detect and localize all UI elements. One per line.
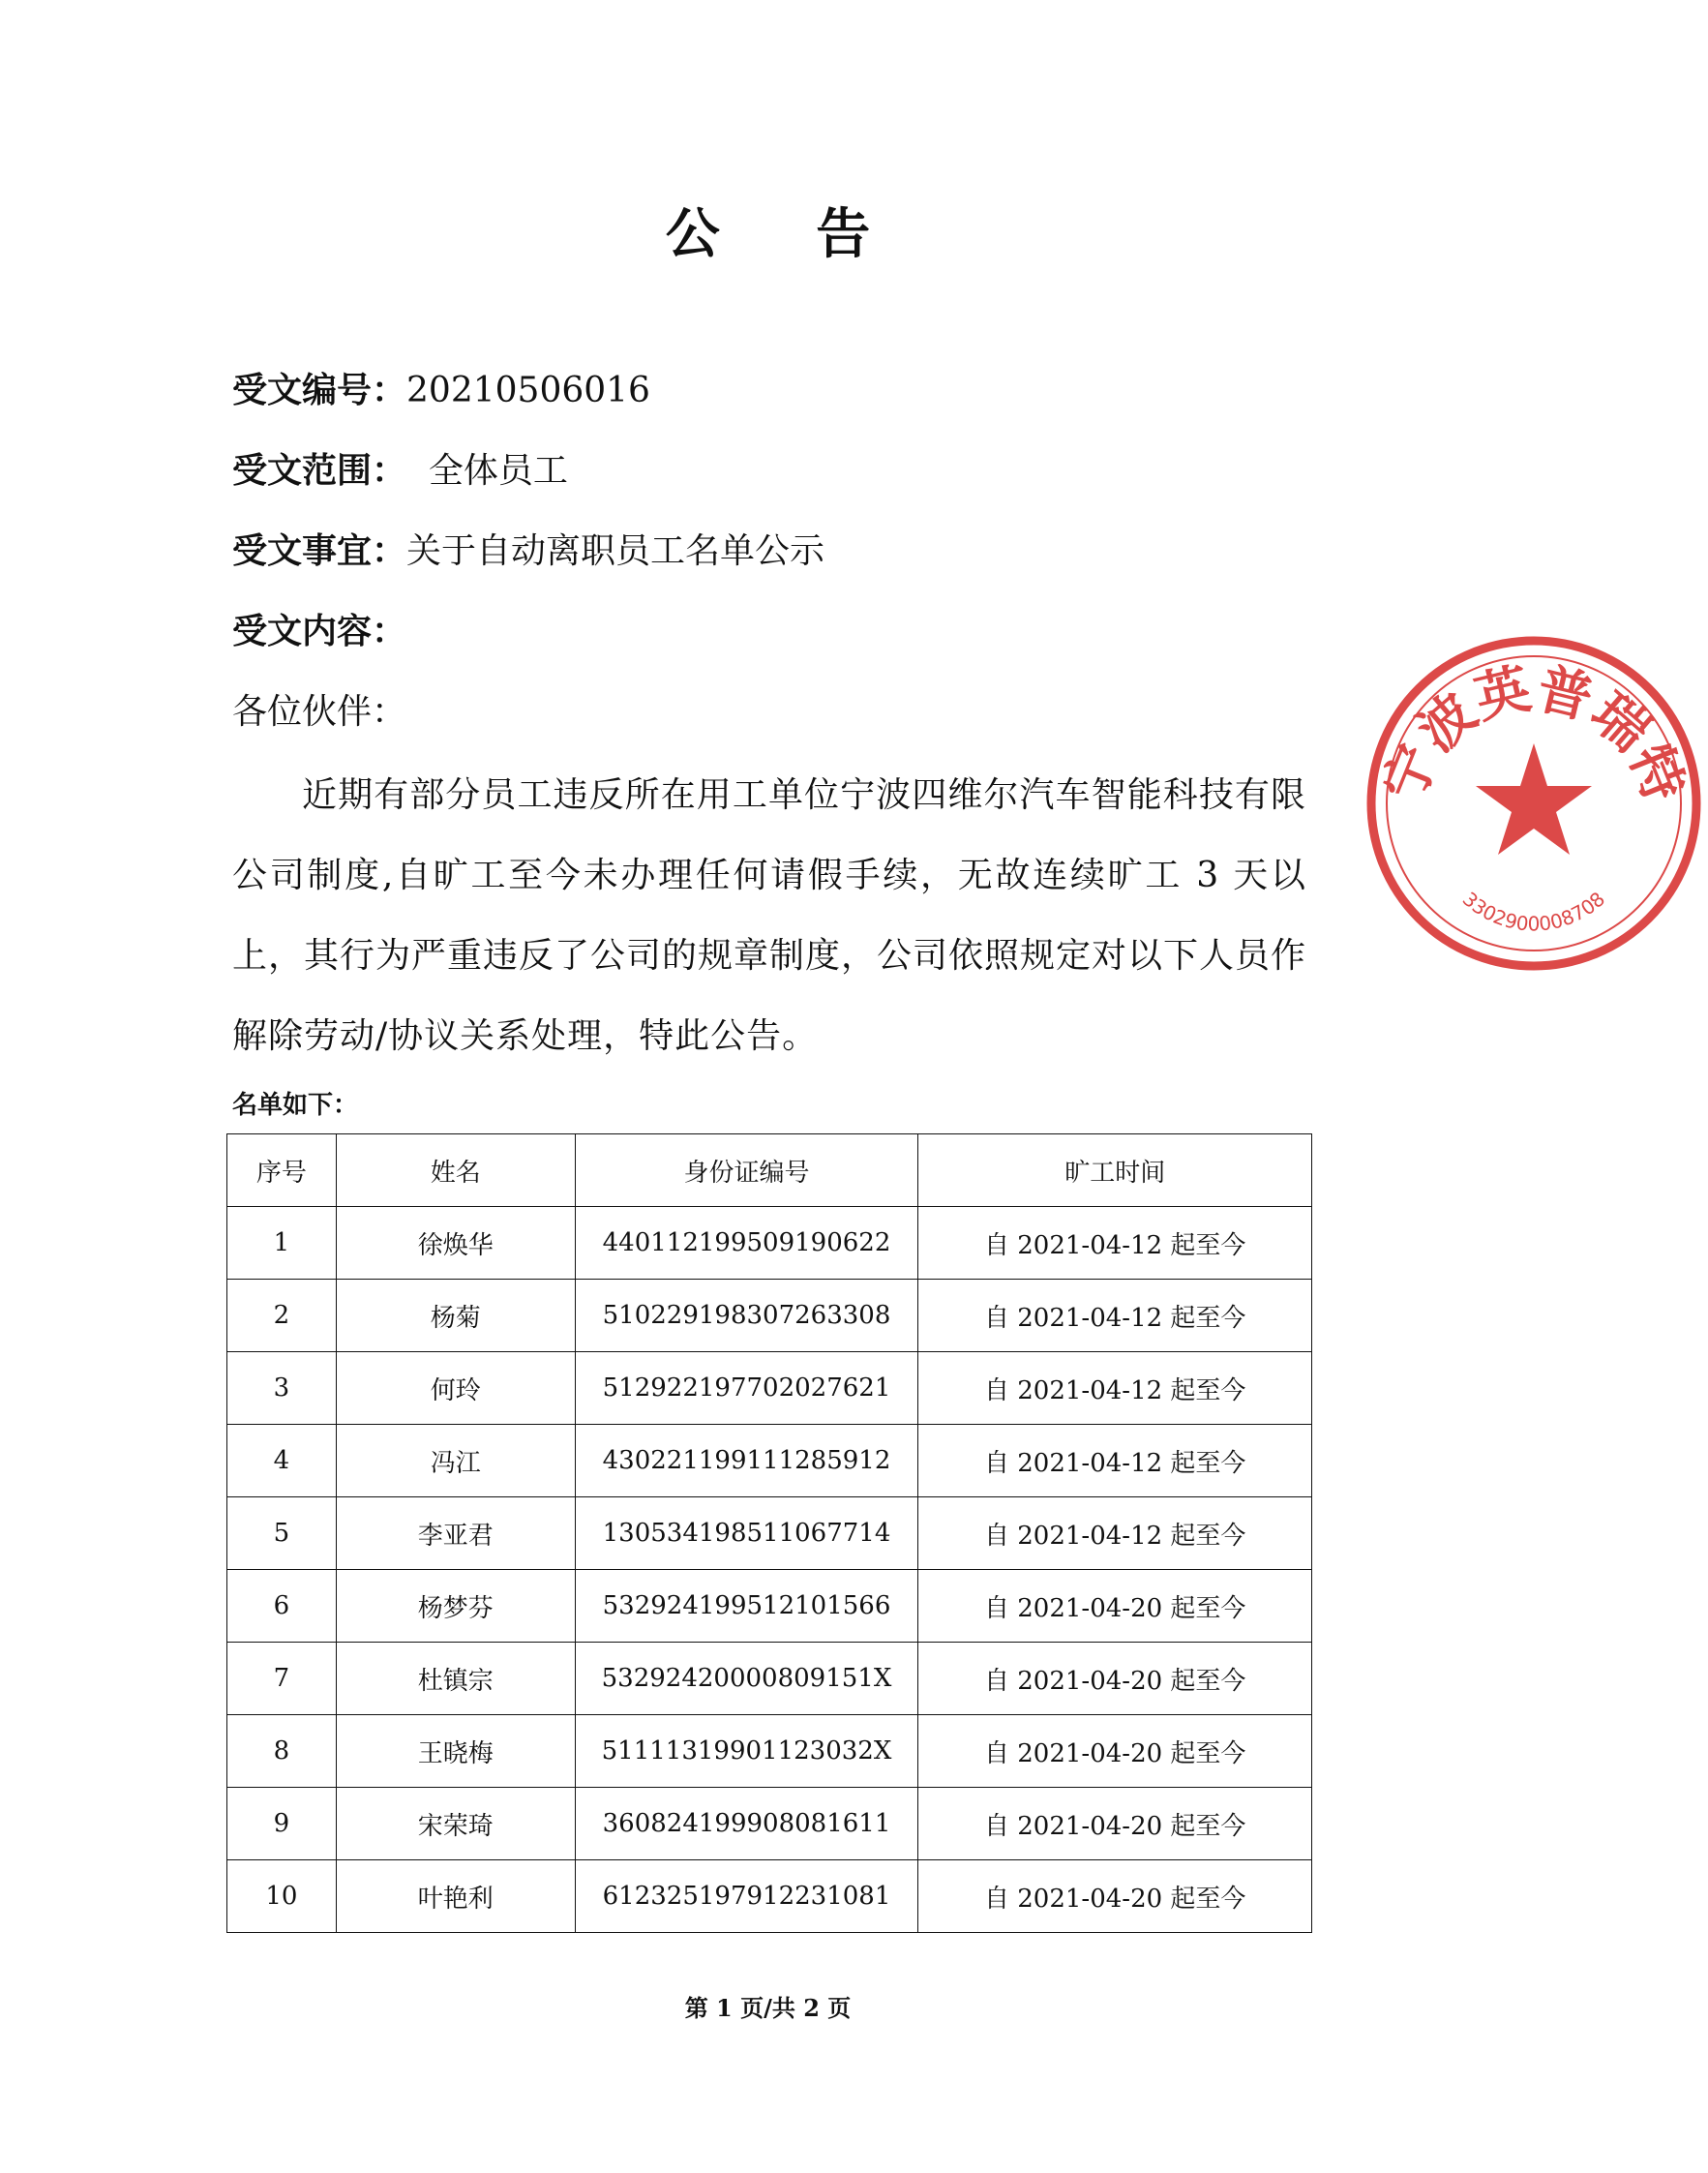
cell-index: 9: [227, 1788, 337, 1860]
cell-absence-period: 自 2021-04-12 起至今: [918, 1207, 1312, 1280]
cell-absence-period: 自 2021-04-12 起至今: [918, 1497, 1312, 1570]
cell-name: 叶艳利: [336, 1860, 575, 1933]
cell-index: 6: [227, 1570, 337, 1643]
field-value: 关于自动离职员工名单公示: [406, 531, 825, 571]
cell-id-number: 440112199509190622: [575, 1207, 918, 1280]
cell-index: 8: [227, 1715, 337, 1788]
cell-id-number: 612325197912231081: [575, 1860, 918, 1933]
table-row: [227, 1280, 1312, 1352]
page-title: 公 告: [665, 202, 910, 266]
table-row: [227, 1788, 1312, 1860]
cell-absence-period: 自 2021-04-20 起至今: [918, 1643, 1312, 1715]
svg-text:宁波英普瑞特: 宁波英普瑞特: [1370, 656, 1697, 811]
svg-text:3302900008708: 3302900008708: [1457, 887, 1610, 936]
cell-id-number: 430221199111285912: [575, 1425, 918, 1497]
body-paragraph: 近期有部分员工违反所在用工单位宁波四维尔汽车智能科技有限公司制度,自旷工至今未办理任何请假手续，无故连续旷工 3 天以上，其行为严重违反了公司的规章制度，公司依照规定对以下人员作解除劳动/协议关系处理，特此公告。: [232, 775, 1307, 1056]
cell-id-number: 53292420000809151X: [575, 1643, 918, 1715]
cell-id-number: 510229198307263308: [575, 1280, 918, 1352]
doc-subject-field: [232, 524, 824, 573]
cell-absence-period: 自 2021-04-12 起至今: [918, 1352, 1312, 1425]
cell-index: 4: [227, 1425, 337, 1497]
doc-scope-field: [232, 443, 568, 493]
cell-absence-period: 自 2021-04-12 起至今: [918, 1425, 1312, 1497]
table-row: [227, 1207, 1312, 1280]
cell-name: 王晓梅: [336, 1715, 575, 1788]
cell-index: 7: [227, 1643, 337, 1715]
header-id-number: 身份证编号: [575, 1134, 918, 1207]
doc-number-field: [232, 363, 650, 412]
table-row: [227, 1715, 1312, 1788]
cell-absence-period: 自 2021-04-20 起至今: [918, 1715, 1312, 1788]
cell-name: 宋荣琦: [336, 1788, 575, 1860]
cell-id-number: 532924199512101566: [575, 1570, 918, 1643]
cell-id-number: 512922197702027621: [575, 1352, 918, 1425]
field-value: 全体员工: [406, 451, 568, 491]
cell-id-number: 130534198511067714: [575, 1497, 918, 1570]
page-footer: 第 1 页/共 2 页: [684, 1994, 852, 2022]
company-seal-stamp: [1360, 629, 1708, 978]
field-value: 20210506016: [406, 371, 650, 410]
header-name: 姓名: [336, 1134, 575, 1207]
cell-index: 5: [227, 1497, 337, 1570]
greeting: 各位伙伴：: [232, 692, 407, 732]
cell-absence-period: 自 2021-04-20 起至今: [918, 1788, 1312, 1860]
cell-name: 徐焕华: [336, 1207, 575, 1280]
cell-name: 杜镇宗: [336, 1643, 575, 1715]
table-header-row: [227, 1134, 1312, 1207]
field-label: 受文编号：: [232, 370, 407, 410]
table-row: [227, 1352, 1312, 1425]
cell-name: 杨菊: [336, 1280, 575, 1352]
cell-absence-period: 自 2021-04-20 起至今: [918, 1860, 1312, 1933]
cell-id-number: 360824199908081611: [575, 1788, 918, 1860]
cell-name: 杨梦芬: [336, 1570, 575, 1643]
staff-table: [226, 1133, 1312, 1933]
field-label: 受文事宜：: [232, 530, 407, 571]
table-row: [227, 1860, 1312, 1933]
cell-name: 何玲: [336, 1352, 575, 1425]
cell-id-number: 51111319901123032X: [575, 1715, 918, 1788]
cell-index: 3: [227, 1352, 337, 1425]
cell-absence-period: 自 2021-04-20 起至今: [918, 1570, 1312, 1643]
table-row: [227, 1643, 1312, 1715]
doc-content-field: [232, 604, 406, 653]
cell-name: 冯江: [336, 1425, 575, 1497]
cell-index: 10: [227, 1860, 337, 1933]
table-row: [227, 1570, 1312, 1643]
cell-absence-period: 自 2021-04-12 起至今: [918, 1280, 1312, 1352]
cell-index: 2: [227, 1280, 337, 1352]
cell-name: 李亚君: [336, 1497, 575, 1570]
header-absence-period: 旷工时间: [918, 1134, 1312, 1207]
header-index: 序号: [227, 1134, 337, 1207]
field-label: 受文范围：: [232, 450, 407, 491]
field-label: 受文内容：: [232, 611, 407, 651]
list-title: 名单如下：: [232, 1091, 359, 1120]
cell-index: 1: [227, 1207, 337, 1280]
table-row: [227, 1497, 1312, 1570]
table-row: [227, 1425, 1312, 1497]
